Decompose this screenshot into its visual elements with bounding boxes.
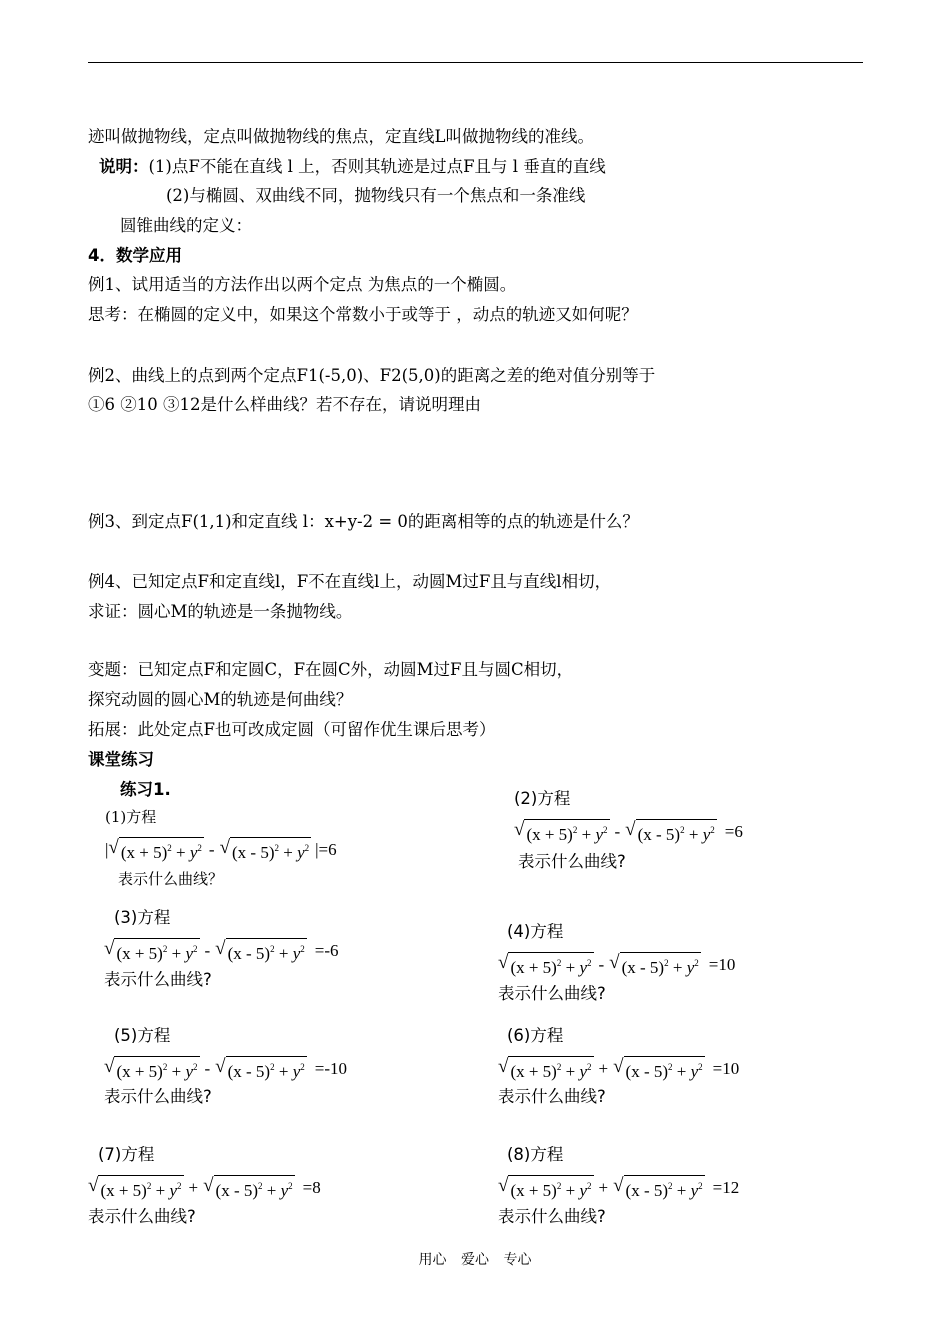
practice-heading: 课堂练习 xyxy=(88,750,154,769)
variant-line-1: 变题：已知定点F和定圆C，F在圆C外，动圆M过F且与圆C相切， xyxy=(88,660,574,679)
ex5-formula: √ $(x + 5)^2 + y^2$ - √ $(x - 5)^2 + y^2$ =-10 xyxy=(104,1056,347,1081)
ex7-formula: √ $(x + 5)^2 + y^2$ + √ $(x - 5)^2 + y^2$ =8 xyxy=(88,1175,321,1200)
note-2: (2)与椭圆、双曲线不同，抛物线只有一个焦点和一条准线 xyxy=(166,186,586,205)
example-1: 例1、试用适当的方法作出以两个定点 为焦点的一个椭圆。 xyxy=(88,275,517,294)
extension: 拓展：此处定点F也可改成定圆（可留作优生课后思考） xyxy=(88,720,496,739)
paragraph-parabola-def: 迹叫做抛物线，定点叫做抛物线的焦点，定直线L叫做抛物线的准线。 xyxy=(88,127,594,146)
section-heading: 4．数学应用 xyxy=(88,246,182,265)
ex1-title: (1)方程 xyxy=(105,808,157,826)
example-4-line-1: 例4、已知定点F和定直线l，F不在直线l上，动圆M过F且与直线l相切， xyxy=(88,572,612,591)
ex4-formula: √ $(x + 5)^2 + y^2$ - √ $(x - 5)^2 + y^2$ =10 xyxy=(498,952,736,977)
note-1: (1)点F不能在直线 l 上，否则其轨迹是过点F且与 l 垂直的直线 xyxy=(148,157,606,176)
ex7-title: (7)方程 xyxy=(98,1145,155,1164)
example-3: 例3、到定点F(1,1)和定直线 l：x+y-2 = 0的距离相等的点的轨迹是什么？ xyxy=(88,512,639,531)
ex8-rhs: =12 xyxy=(712,1178,740,1197)
abs-bar: | xyxy=(105,840,109,859)
example-2-line-2: ①6 ②10 ③12是什么样曲线？若不存在，请说明理由 xyxy=(88,395,481,414)
ex4-title: (4)方程 xyxy=(507,922,564,941)
ex2-formula: √ $(x + 5)^2 + y^2$ - √ $(x - 5)^2 + y^2$ =6 xyxy=(514,819,743,844)
ex8-title: (8)方程 xyxy=(507,1145,564,1164)
practice-1-label: 练习1. xyxy=(120,780,171,799)
example-4-line-2: 求证：圆心M的轨迹是一条抛物线。 xyxy=(88,602,353,621)
page-footer: 用心 爱心 专心 xyxy=(418,1252,532,1268)
ex6-question: 表示什么曲线? xyxy=(498,1087,606,1106)
ex1-question: 表示什么曲线？ xyxy=(118,870,224,888)
note-line-1 xyxy=(99,157,606,177)
ex1-formula: | √ $(x + 5)^2 + y^2$ - √ $(x - 5)^2 + y^2$ |=6 xyxy=(105,837,337,862)
ex8-question: 表示什么曲线? xyxy=(498,1207,606,1226)
variant-line-2: 探究动圆的圆心M的轨迹是何曲线？ xyxy=(88,690,353,709)
ex8-formula: √ $(x + 5)^2 + y^2$ + √ $(x - 5)^2 + y^2$ =12 xyxy=(498,1175,740,1200)
ex4-rhs: =10 xyxy=(708,955,736,974)
sqrt-term-2: √ $(x - 5)^2 + y^2$ xyxy=(219,837,310,862)
ex1-rhs: |=6 xyxy=(315,840,337,859)
ex3-rhs: =-6 xyxy=(314,941,339,960)
ex3-formula: √ $(x + 5)^2 + y^2$ - √ $(x - 5)^2 + y^2$ =-6 xyxy=(104,938,339,963)
ex3-title: (3)方程 xyxy=(114,908,171,927)
ex5-question: 表示什么曲线? xyxy=(104,1087,212,1106)
ex6-formula: √ $(x + 5)^2 + y^2$ + √ $(x - 5)^2 + y^2$ =10 xyxy=(498,1056,740,1081)
ex3-question: 表示什么曲线? xyxy=(104,970,212,989)
ex4-question: 表示什么曲线? xyxy=(498,984,606,1003)
conic-definition: 圆锥曲线的定义： xyxy=(120,216,252,235)
note-label: 说明： xyxy=(99,157,149,176)
example-2-line-1: 例2、曲线上的点到两个定点F1(-5,0)、F2(5,0)的距离之差的绝对值分别等于 xyxy=(88,366,656,385)
ex5-title: (5)方程 xyxy=(114,1026,171,1045)
ex5-rhs: =-10 xyxy=(314,1059,347,1078)
ex2-rhs: =6 xyxy=(724,822,743,841)
header-rule xyxy=(88,62,863,63)
ex7-question: 表示什么曲线? xyxy=(88,1207,196,1226)
ex6-rhs: =10 xyxy=(712,1059,740,1078)
sqrt-term-1: √ $(x + 5)^2 + y^2$ xyxy=(108,837,202,862)
ex6-title: (6)方程 xyxy=(507,1026,564,1045)
ex7-rhs: =8 xyxy=(302,1178,321,1197)
ex2-title: (2)方程 xyxy=(514,789,571,808)
ex2-question: 表示什么曲线? xyxy=(518,852,626,871)
think-question: 思考：在椭圆的定义中，如果这个常数小于或等于 ，动点的轨迹又如何呢？ xyxy=(88,305,638,324)
